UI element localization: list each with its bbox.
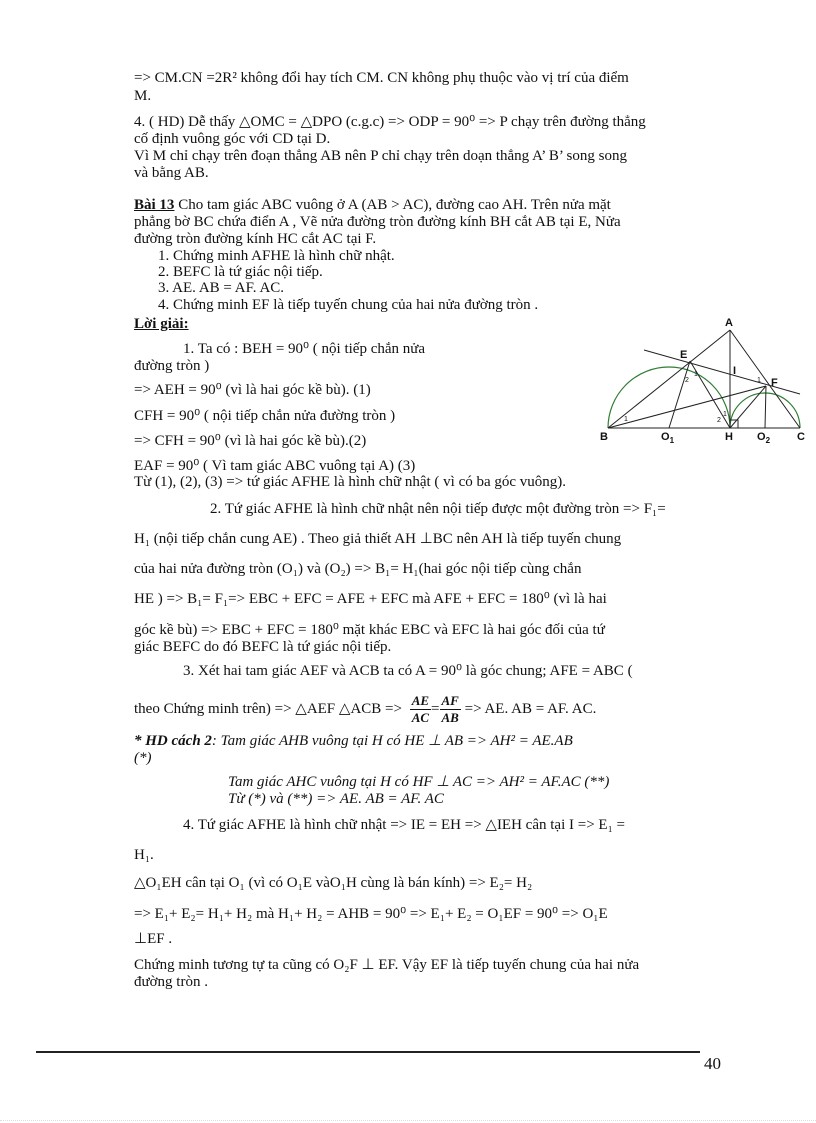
text-line: 1. Ta có : BEH = 90⁰ ( nội tiếp chắn nửa xyxy=(183,341,426,357)
text-line: (*) xyxy=(134,750,152,766)
fraction-numerator: AF xyxy=(441,693,459,708)
text-line: H₁. xyxy=(134,847,154,863)
text-line: HE ) => B₁= F₁=> EBC + EFC = AFE + EFC mà AFE + EFC = 180⁰ (vì là hai xyxy=(134,591,607,607)
angle-mark: 1 xyxy=(624,416,628,423)
problem-statement: Cho tam giác ABC vuông ở A (AB > AC), đường cao AH. Trên nửa mặt xyxy=(174,197,611,213)
problem-heading xyxy=(134,197,611,214)
text-line xyxy=(134,733,573,750)
text-line: M. xyxy=(134,88,152,104)
text-line: 4. Tứ giác AFHE là hình chữ nhật => IE = EH => △IEH cân tại I => E₁ = xyxy=(183,817,626,833)
problem-number: Bài 13 xyxy=(134,197,175,213)
angle-mark: 2 xyxy=(685,377,689,384)
fraction-af-ab xyxy=(440,693,461,726)
text-line: theo Chứng minh trên) => △AEF △ACB => $\frac{AE}{AC}$ = $\frac{AF}{AB}$ => AE. AB = AF. AC. xyxy=(134,693,597,725)
text-line: ⊥EF . xyxy=(134,931,173,947)
text-line: => CFH = 90⁰ (vì là hai góc kề bù).(2) xyxy=(134,433,367,449)
geometry-figure xyxy=(596,316,808,444)
text-line: đường tròn ) xyxy=(134,358,210,374)
text-line: đường tròn đường kính HC cắt AC tại F. xyxy=(134,231,377,247)
text-line: Tam giác AHC vuông tại H có HF ⊥ AC => AH² = AF.AC (**) xyxy=(228,774,610,790)
text-line: góc kề bù) => EBC + EFC = 180⁰ mặt khác EBC và EFC là hai góc đối của tứ xyxy=(134,622,605,638)
angle-mark: 1 xyxy=(723,411,727,418)
segment-fo2 xyxy=(765,386,766,428)
list-item: 1. Chứng minh AFHE là hình chữ nhật. xyxy=(158,248,395,264)
text-line: đường tròn . xyxy=(134,974,208,990)
text-line: 4. ( HD) Dễ thấy △OMC = △DPO (c.g.c) => ODP = 90⁰ => P chạy trên đường thẳng xyxy=(134,114,646,130)
fraction-denominator: AB xyxy=(441,710,459,725)
label-o1: $O_1$ xyxy=(661,431,675,444)
text-segment: : Tam giác AHB vuông tại H có HE ⊥ AB => AH² = AE.AB xyxy=(211,733,573,749)
text-line: => CM.CN =2R² không đổi hay tích CM. CN không phụ thuộc vào vị trí của điểm xyxy=(134,70,629,86)
text-line: cố định vuông góc với CD tại D. xyxy=(134,131,331,147)
solution-heading: Lời giải: xyxy=(134,316,189,332)
list-item: 3. AE. AB = AF. AC. xyxy=(158,280,285,296)
fraction-ae-ac xyxy=(410,693,431,726)
text-line: CFH = 90⁰ ( nội tiếp chắn nửa đường tròn ) xyxy=(134,408,396,424)
label-a: A xyxy=(725,317,733,329)
text-line: H₁ (nội tiếp chắn cung AE) . Theo giả thiết AH ⊥BC nên AH là tiếp tuyến chung xyxy=(134,531,622,547)
text-line: 3. Xét hai tam giác AEF và ACB ta có A = 90⁰ là góc chung; AFE = ABC ( xyxy=(183,663,633,679)
angle-mark: 1 xyxy=(694,371,698,378)
page-edge-divider xyxy=(0,1120,816,1121)
text-segment: theo Chứng minh trên) => △AEF △ACB => xyxy=(134,700,402,717)
label-f: F xyxy=(771,377,778,389)
text-line: Vì M chỉ chạy trên đoạn thẳng AB nên P chỉ chạy trên doạn thẳng A’ B’ song song xyxy=(134,148,627,164)
list-item: 4. Chứng minh EF là tiếp tuyến chung của hai nửa đường tròn . xyxy=(158,297,539,313)
label-o2: $O_2$ xyxy=(757,431,771,444)
label-b: B xyxy=(600,431,608,443)
text-line: => E₁+ E₂= H₁+ H₂ mà H₁+ H₂ = AHB = 90⁰ => E₁+ E₂ = O₁EF = 90⁰ => O₁E xyxy=(134,906,608,922)
text-line: của hai nửa đường tròn (O₁) và (O₂) => B₁= H₁(hai góc nội tiếp cùng chắn xyxy=(134,561,582,577)
fraction-denominator: AC xyxy=(411,710,430,725)
text-line: △O₁EH cân tại O₁ (vì có O₁E vàO₁H cùng là bán kính) => E₂= H₂ xyxy=(134,875,533,891)
text-line: và bằng AB. xyxy=(134,165,209,181)
fraction-numerator: AE xyxy=(411,693,430,708)
segment-fh xyxy=(730,386,766,428)
label-i: I xyxy=(733,365,737,377)
footer-rule xyxy=(36,1051,700,1053)
label-e: E xyxy=(680,349,688,361)
page-number: 40 xyxy=(704,1054,721,1073)
text-line: phẳng bờ BC chứa điển A , Vẽ nửa đường tròn đường kính BH cắt AB tại E, Nửa xyxy=(134,214,621,230)
text-line: Chứng minh tương tự ta cũng có O₂F ⊥ EF. Vậy EF là tiếp tuyến chung của hai nửa xyxy=(134,957,640,973)
text-segment: => AE. AB = AF. AC. xyxy=(464,700,597,717)
text-line: 2. Tứ giác AFHE là hình chữ nhật nên nội tiếp được một đường tròn => F₁= xyxy=(210,501,666,517)
segment-ba xyxy=(608,330,730,428)
text-line: giác BEFC do đó BEFC là tứ giác nội tiếp. xyxy=(134,639,392,655)
label-c: C xyxy=(797,431,805,443)
segment-bf xyxy=(608,386,766,428)
text-line: EAF = 90⁰ ( Vì tam giác ABC vuông tại A) (3) xyxy=(134,458,416,474)
label-h: H xyxy=(725,431,733,443)
angle-mark: 1 xyxy=(757,377,761,384)
angle-mark: 2 xyxy=(717,417,721,424)
text-line: => AEH = 90⁰ (vì là hai góc kề bù). (1) xyxy=(134,382,371,398)
text-line: Từ (1), (2), (3) => tứ giác AFHE là hình chữ nhật ( vì có ba góc vuông). xyxy=(134,474,567,490)
list-item: 2. BEFC là tứ giác nội tiếp. xyxy=(158,264,323,280)
text-line: Từ (*) và (**) => AE. AB = AF. AC xyxy=(228,791,444,807)
hint-label: * HD cách 2 xyxy=(134,733,212,749)
